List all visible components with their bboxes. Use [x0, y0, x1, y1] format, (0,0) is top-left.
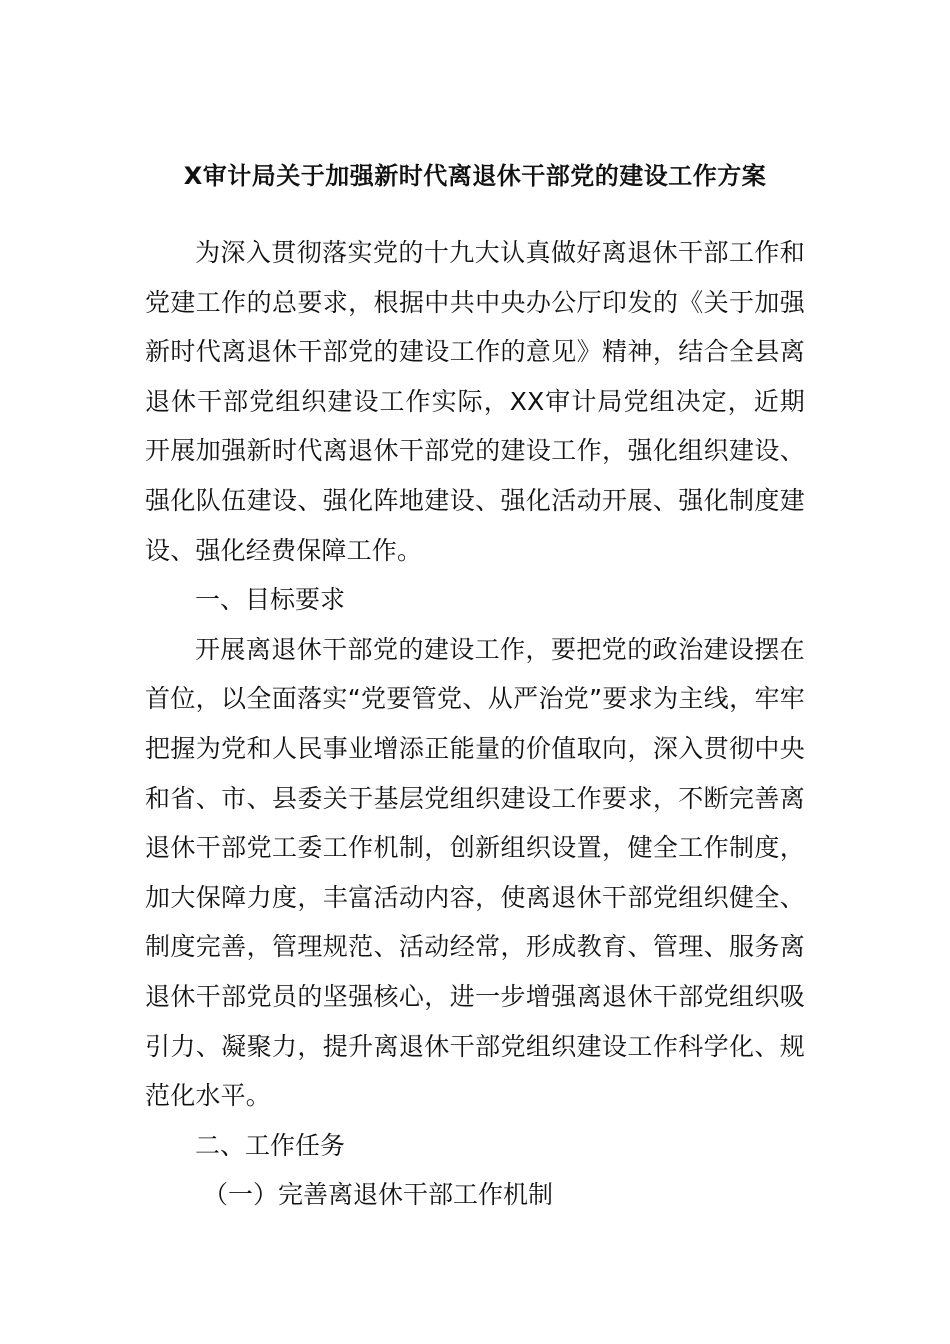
intro-paragraph: 为深入贯彻落实党的十九大认真做好离退休干部工作和党建工作的总要求，根据中共中央办公厅印发的《关于加强新时代离退休干部党的建设工作的意见》精神，结合全县离退休干部党组织建设工作实际，XX审计局党组决定，近期开展加强新时代离退休干部党的建设工作，强化组织建设、强化队伍建设、强化阵地建设、强化活动开展、强化制度建设、强化经费保障工作。: [145, 238, 805, 565]
section-2-subheading-1: （一）完善离退休干部工作机制: [203, 1180, 554, 1210]
section-1-paragraph: 开展离退休干部党的建设工作，要把党的政治建设摆在首位，以全面落实“党要管党、从严治党”要求为主线，牢牢把握为党和人民事业增添正能量的价值取向，深入贯彻中央和省、市、县委关于基层党组织建设工作要求，不断完善离退休干部党工委工作机制，创新组织设置，健全工作制度，加大保障力度，丰富活动内容，使离退休干部党组织健全、制度完善，管理规范、活动经常，形成教育、管理、服务离退休干部党员的坚强核心，进一步增强离退休干部党组织吸引力、凝聚力，提升离退休干部党组织建设工作科学化、规范化水平。: [145, 634, 805, 1111]
document-title: X审计局关于加强新时代离退休干部党的建设工作方案: [183, 162, 767, 190]
section-1-heading: 一、目标要求: [195, 585, 346, 615]
document-body: [145, 228, 805, 1220]
section-2-heading: 二、工作任务: [195, 1130, 346, 1160]
